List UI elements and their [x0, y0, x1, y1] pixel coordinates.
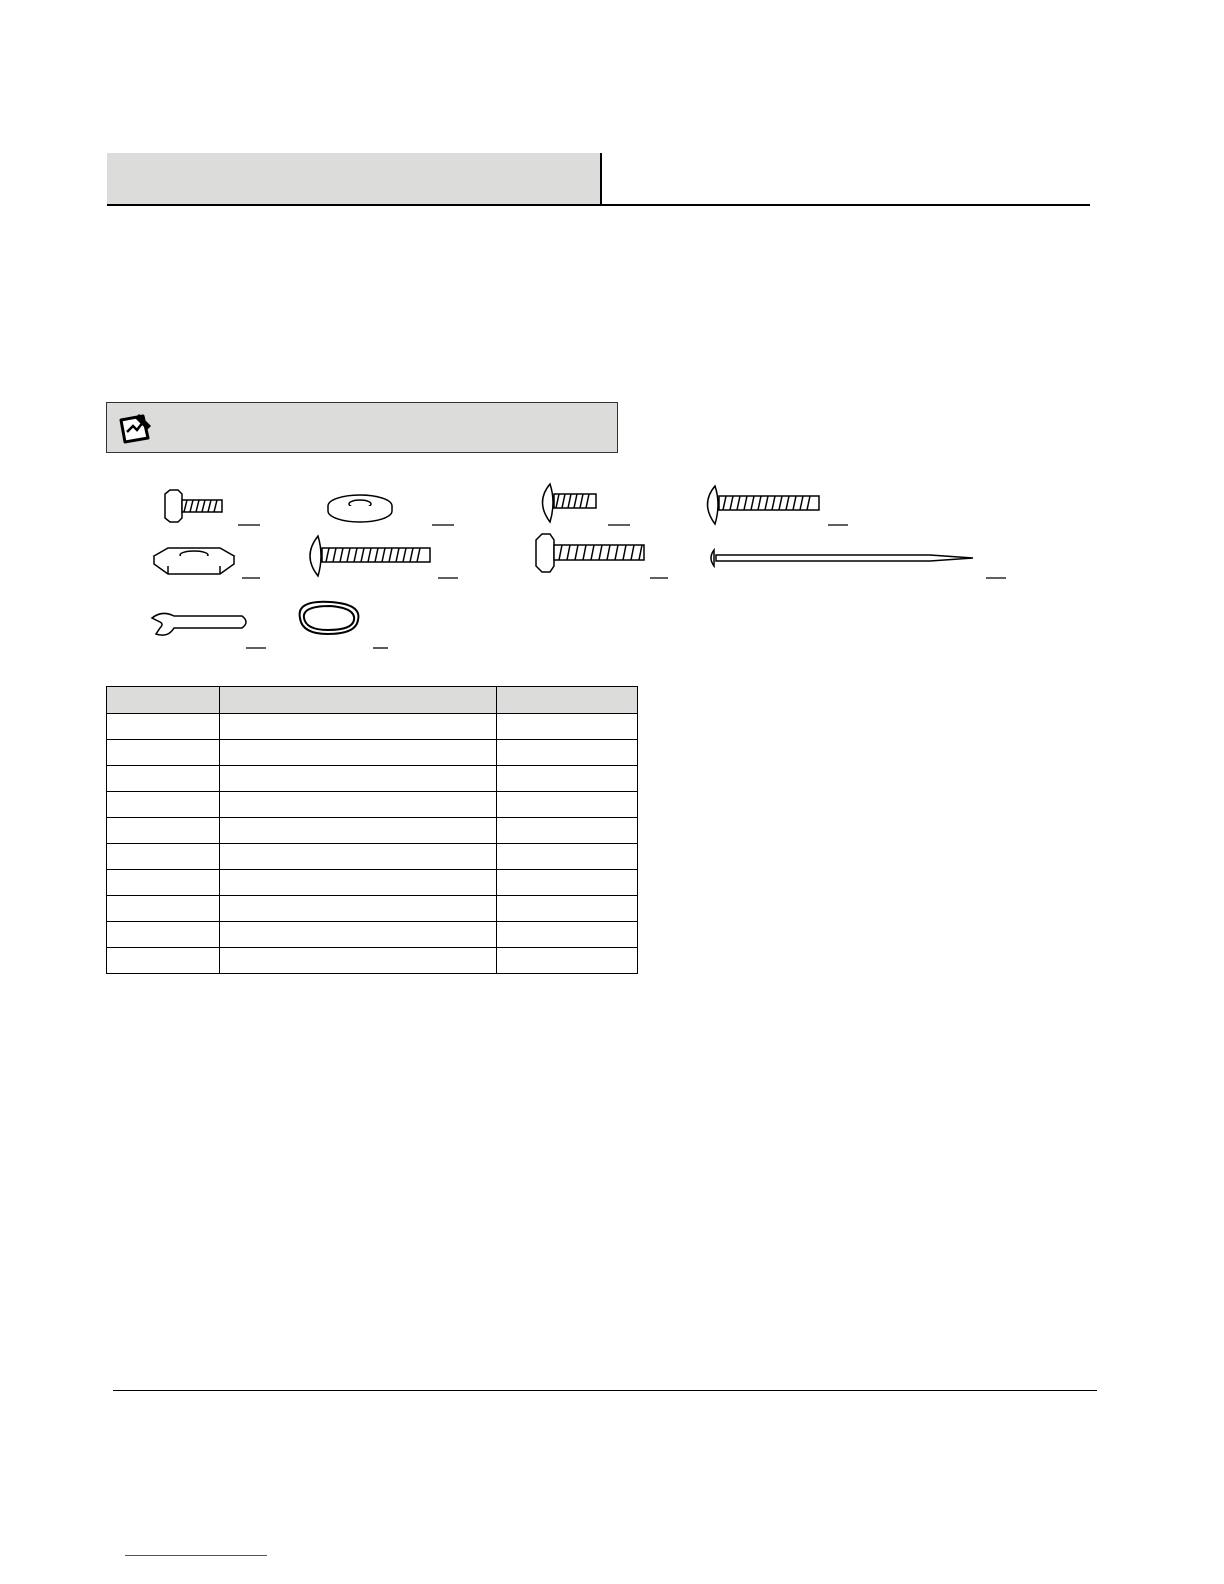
- footer-rule: [113, 1390, 1097, 1391]
- table-row: [107, 922, 638, 948]
- table-cell: [107, 792, 220, 818]
- table-row: [107, 766, 638, 792]
- table-cell: [107, 948, 220, 974]
- table-row: [107, 714, 638, 740]
- table-header-row: [107, 687, 638, 714]
- table-cell: [220, 922, 497, 948]
- table-cell: [497, 922, 638, 948]
- table-header-cell: [220, 687, 497, 714]
- table-cell: [497, 844, 638, 870]
- round-head-screw-medium-icon: [310, 536, 430, 576]
- table-header-cell: [497, 687, 638, 714]
- table-cell: [107, 714, 220, 740]
- table-row: [107, 844, 638, 870]
- table-cell: [107, 870, 220, 896]
- table-cell: [220, 844, 497, 870]
- table-cell: [220, 766, 497, 792]
- table-cell: [220, 818, 497, 844]
- table-cell: [497, 792, 638, 818]
- table-cell: [220, 948, 497, 974]
- table-cell: [497, 766, 638, 792]
- section-title-box: [107, 153, 601, 205]
- table-cell: [497, 714, 638, 740]
- table-row: [107, 740, 638, 766]
- table-row: [107, 818, 638, 844]
- table-cell: [220, 792, 497, 818]
- rubber-band-icon: [300, 602, 359, 634]
- note-pencil-icon: [115, 408, 155, 448]
- hardware-note-box: [106, 402, 618, 453]
- table-cell: [220, 896, 497, 922]
- table-row: [107, 948, 638, 974]
- hex-bolt-long-icon: [536, 534, 644, 572]
- table-cell: [107, 922, 220, 948]
- table-cell: [107, 740, 220, 766]
- table-cell: [107, 766, 220, 792]
- table-cell: [107, 818, 220, 844]
- header-rule: [107, 204, 1090, 206]
- nail-icon: [711, 550, 973, 566]
- washer-icon: [328, 495, 392, 522]
- parts-table: [106, 686, 638, 974]
- table-cell: [497, 740, 638, 766]
- table-cell: [220, 870, 497, 896]
- table-cell: [220, 740, 497, 766]
- table-cell: [107, 896, 220, 922]
- table-row: [107, 792, 638, 818]
- round-head-screw-long-icon: [708, 486, 820, 524]
- table-cell: [497, 870, 638, 896]
- table-cell: [220, 714, 497, 740]
- round-head-screw-short-icon: [543, 484, 597, 522]
- table-cell: [107, 844, 220, 870]
- hardware-illustrations: [130, 478, 1010, 658]
- table-cell: [497, 948, 638, 974]
- table-row: [107, 870, 638, 896]
- hex-bolt-short-icon: [165, 490, 222, 522]
- table-row: [107, 896, 638, 922]
- footer-link[interactable]: [125, 1555, 267, 1556]
- table-header-cell: [107, 687, 220, 714]
- table-cell: [497, 818, 638, 844]
- table-cell: [497, 896, 638, 922]
- hex-nut-icon: [154, 548, 234, 574]
- header-divider: [600, 153, 602, 206]
- wrench-icon: [152, 613, 246, 635]
